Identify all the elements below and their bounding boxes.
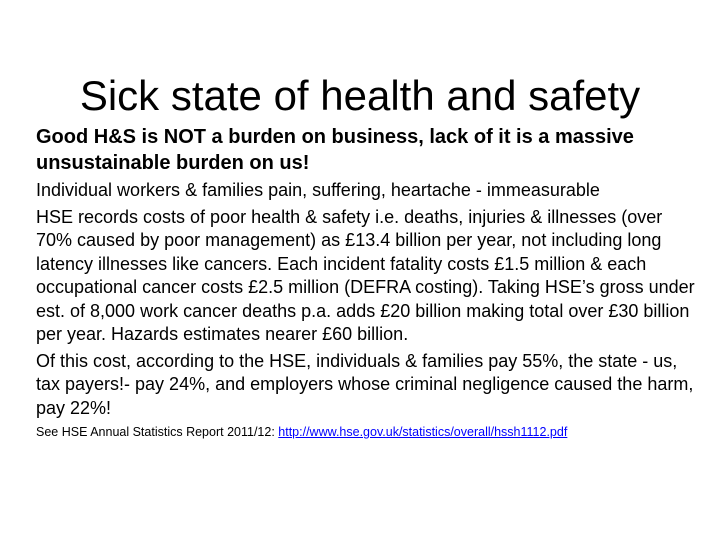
- source-label: See HSE Annual Statistics Report 2011/12:: [36, 425, 279, 439]
- source-citation: [36, 424, 702, 441]
- paragraph-pain: Individual workers & families pain, suffering, heartache - immeasurable: [36, 180, 600, 200]
- source-link[interactable]: http://www.hse.gov.uk/statistics/overall/hssh1112.pdf: [278, 425, 568, 439]
- paragraph-costs: HSE records costs of poor health & safety i.e. deaths, injuries & illnesses (over 70% caused by poor management) as £13.4 billion per year, not including long latency illnesses like cancers. Each incident fatality costs £1.5 million & each occupational cancer costs £2.5 million (DEFRA costing). Taking HSE’s gross under est. of 8,000 work cancer deaths p.a. adds £20 billion making total over £30 billion per year. Hazards estimates nearer £60 billion.: [36, 206, 695, 344]
- slide-title: Sick state of health and safety: [79, 72, 641, 120]
- paragraph-who-pays: Of this cost, according to the HSE, individuals & families pay 55%, the state - us, tax payers!- pay 24%, and employers whose criminal negligence caused the harm, pay 22%!: [36, 350, 694, 418]
- lead-statement: Good H&S is NOT a burden on business, lack of it is a massive unsustainable burden on us!: [36, 126, 634, 174]
- slide-body: [36, 124, 702, 441]
